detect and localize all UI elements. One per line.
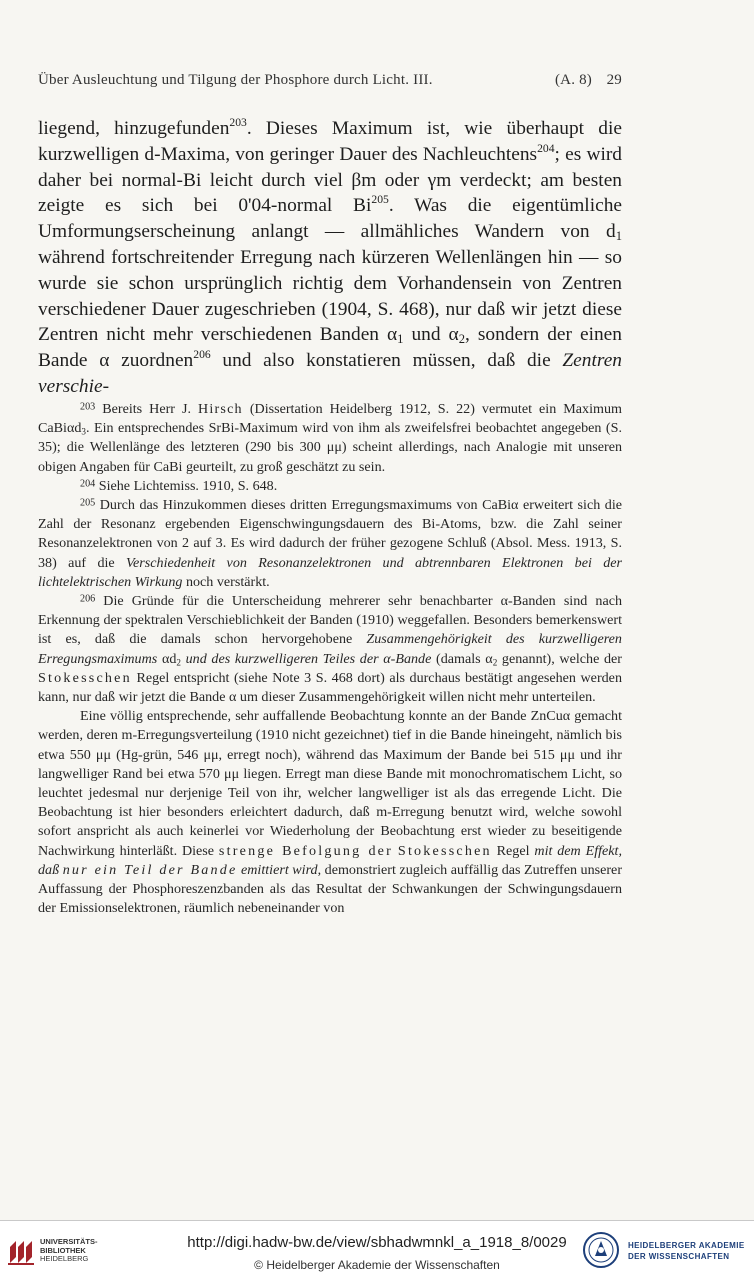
text-run: Eine völlig entsprechende, sehr auffallende Beobachtung konnte an der Bande ZnCuα gemacht werden, deren m-Erregungsverteilung (1910 nicht gezeichnet) tief in die Bande hineingeht, nämlich bis etwa 550 μμ (Hg-grün, 546 μμ, erregt noch), während das Maximum der Bande bei 515 μμ und ihr langwelliger Rand bei etwa 570 μμ liegen. Erregt man diese Bande mit monochromatischem Licht, so leuchtet jedesmal nur derjenige Teil von ihr, welcher langwelliger ist als das erregende Licht. Die Beobachtung ist hier besonders erleichtert dadurch, daß m-Erregung benutzt wird, welche sowohl sofort anspricht als auch keinerlei vor Wiederholung der Beobachtung erst wieder zu beseitigende Nachwirkung hinterläßt. Diese bbox=[38, 708, 622, 859]
italic-run: mit dem Effekt, daß bbox=[38, 842, 622, 878]
footnote-ref-206[interactable]: 206 bbox=[193, 348, 211, 362]
permalink[interactable]: http://digi.hadw-bw.de/view/sbhadwmnkl_a_1918_8/0029 bbox=[187, 1234, 567, 1251]
page-number: 29 bbox=[606, 72, 622, 88]
italic-spaced-run: nur ein Teil der Bande bbox=[62, 861, 238, 878]
academy-line: DER WISSENSCHAFTEN bbox=[628, 1252, 730, 1261]
footnote-204 bbox=[38, 477, 622, 496]
academy-seal-icon bbox=[582, 1231, 620, 1269]
text-run: . Dieses Maximum ist, wie überhaupt die kurzwelligen d-Maxima, von geringer Dauer des Nachleuchtens bbox=[38, 118, 622, 165]
text-run: Siehe Lichtemiss. 1910, S. 648. bbox=[95, 477, 278, 494]
footnote-ref-205[interactable]: 205 bbox=[371, 193, 389, 207]
footnote-number: 204 bbox=[80, 478, 96, 490]
text-run: noch verstärkt. bbox=[182, 573, 270, 590]
text-run: , demonstriert zugleich auffällig das Zutreffen unserer Auffassung der Phosphoreszenzbanden als das Resultat der Schwankungen der Schwingungsdauern der Emissionselektronen, räumlich nebeneinander von bbox=[38, 861, 623, 917]
footnote-ref-204[interactable]: 204 bbox=[537, 141, 555, 155]
text-run: , sondern der einen Bande α zuordnen bbox=[38, 324, 622, 372]
subscript: 2 bbox=[492, 656, 498, 667]
text-run: und α bbox=[403, 324, 459, 346]
text-run: αd bbox=[157, 650, 177, 667]
italic-run: und des kurzwelligeren Teiles der α-Bande bbox=[180, 650, 432, 667]
italic-run: Verschiedenheit von Resonanzelektronen und abtrennbaren Elektronen bei der lichtelektrischen Wirkung bbox=[38, 554, 622, 590]
subscript: 2 bbox=[458, 332, 466, 347]
footnote-ref-203[interactable]: 203 bbox=[229, 115, 247, 129]
library-line: BIBLIOTHEK bbox=[40, 1245, 86, 1255]
copyright-notice: © Heidelberger Akademie der Wissenschaften bbox=[254, 1258, 500, 1272]
viewer-footer bbox=[0, 1221, 754, 1278]
text-run: während fortschreitender Erregung nach kürzeren Wellenlängen hin — so wurde sie schon ursprünglich richtig dem Vorhandensein von Zentren verschiedener Dauer zugeschrieben (1904, S. 468), nur daß wir jetzt diese Zentren nicht mehr verschiedenen Banden α bbox=[38, 246, 622, 346]
italic-run: Zusammengehörigkeit des kurzwelligeren Erregungsmaximums bbox=[38, 631, 622, 667]
subscript: 1 bbox=[615, 229, 622, 244]
text-run: . Was die eigentümliche Umformungserscheinung anlangt — allmähliches Wandern von d bbox=[38, 195, 622, 243]
footnote-203 bbox=[38, 400, 622, 477]
text-run: Die Gründe für die Unterscheidung mehrerer sehr benachbarter α-Banden sind nach Erkennung der spektralen Verschieblichkeit der Banden (1910) weggefallen. Besonders bemerkenswert ist es, daß die damals schon hervorgehobene bbox=[38, 593, 622, 648]
text-run: . Ein entsprechendes SrBi-Maximum wird von ihm als zweifelsfrei beobachtet angegeben (S. 35); die Wellenlänge des letzteren (290 bis 300 μμ) scheint allerdings, nach Analogie mit unseren obigen Angaben für CaBi geurteilt, zu groß geschätzt zu sein. bbox=[38, 420, 622, 475]
subscript: 1 bbox=[397, 332, 404, 347]
text-run: Durch das Hinzukommen dieses dritten Erregungsmaximums von CaBiα erweitert sich die Zahl der Resonanz ergebenden Eigenschwingungsdauern des Bi-Atoms, bzw. die Zahl seiner Resonanzelektronen von 2 auf 3. Es wird dadurch der früher gezogene Schluß (Absol. Mess. 1913, S. 38) auf die bbox=[38, 497, 622, 571]
text-run: Bereits Herr J. bbox=[95, 401, 199, 417]
footnote-206-continued bbox=[38, 707, 622, 918]
spaced-run: strenge Befolgung der bbox=[218, 842, 394, 859]
subscript: 2 bbox=[176, 656, 181, 667]
text-run: Regel entspricht (siehe Note 3 S. 468 dort) als durchaus bestätigt angesehen werden kann, nur daß wir jetzt die Bande α um dieser Zusammengehörigkeit willen nicht mehr unterteilen. bbox=[38, 669, 622, 706]
academy-line: HEIDELBERGER AKADEMIE bbox=[628, 1241, 745, 1250]
library-line: UNIVERSITÄTS- bbox=[40, 1237, 98, 1246]
running-header bbox=[38, 72, 622, 89]
footnote-number: 205 bbox=[80, 497, 96, 509]
footnote-number: 206 bbox=[80, 593, 96, 605]
main-paragraph bbox=[38, 116, 622, 400]
text-run: (damals α bbox=[431, 650, 493, 667]
spaced-name: Stokesschen bbox=[38, 669, 132, 686]
text-run: genannt), welche der bbox=[497, 650, 622, 667]
text-run: ; es wird daher bei normal-Bi leicht durch viel βm oder γm verdeckt; am besten zeigte es sich bei 0'04-normal Bi bbox=[38, 143, 622, 217]
text-run: Regel bbox=[491, 842, 535, 859]
footnote-206 bbox=[38, 592, 622, 707]
library-line: HEIDELBERG bbox=[40, 1254, 89, 1263]
subscript: 3 bbox=[81, 426, 86, 437]
academy-name bbox=[628, 1240, 745, 1262]
footnote-205 bbox=[38, 496, 622, 592]
section-ref: (A. 8) bbox=[554, 72, 592, 88]
footnotes bbox=[38, 400, 622, 918]
italic-run: Zentren verschie- bbox=[38, 350, 622, 397]
text-run: liegend, hinzugefunden bbox=[38, 118, 230, 139]
text-run: und also konstatieren müssen, daß die bbox=[210, 350, 563, 372]
text-run: (Dissertation Heidelberg 1912, S. 22) vermutet ein Maximum CaBiαd bbox=[38, 401, 622, 437]
footnote-number: 203 bbox=[80, 401, 96, 413]
running-title: Über Ausleuchtung und Tilgung der Phosphore durch Licht. III. bbox=[38, 72, 433, 88]
italic-run: emittiert wird bbox=[237, 861, 318, 878]
spaced-name: Stokesschen bbox=[397, 842, 492, 859]
author-name: Hirsch bbox=[198, 401, 243, 417]
